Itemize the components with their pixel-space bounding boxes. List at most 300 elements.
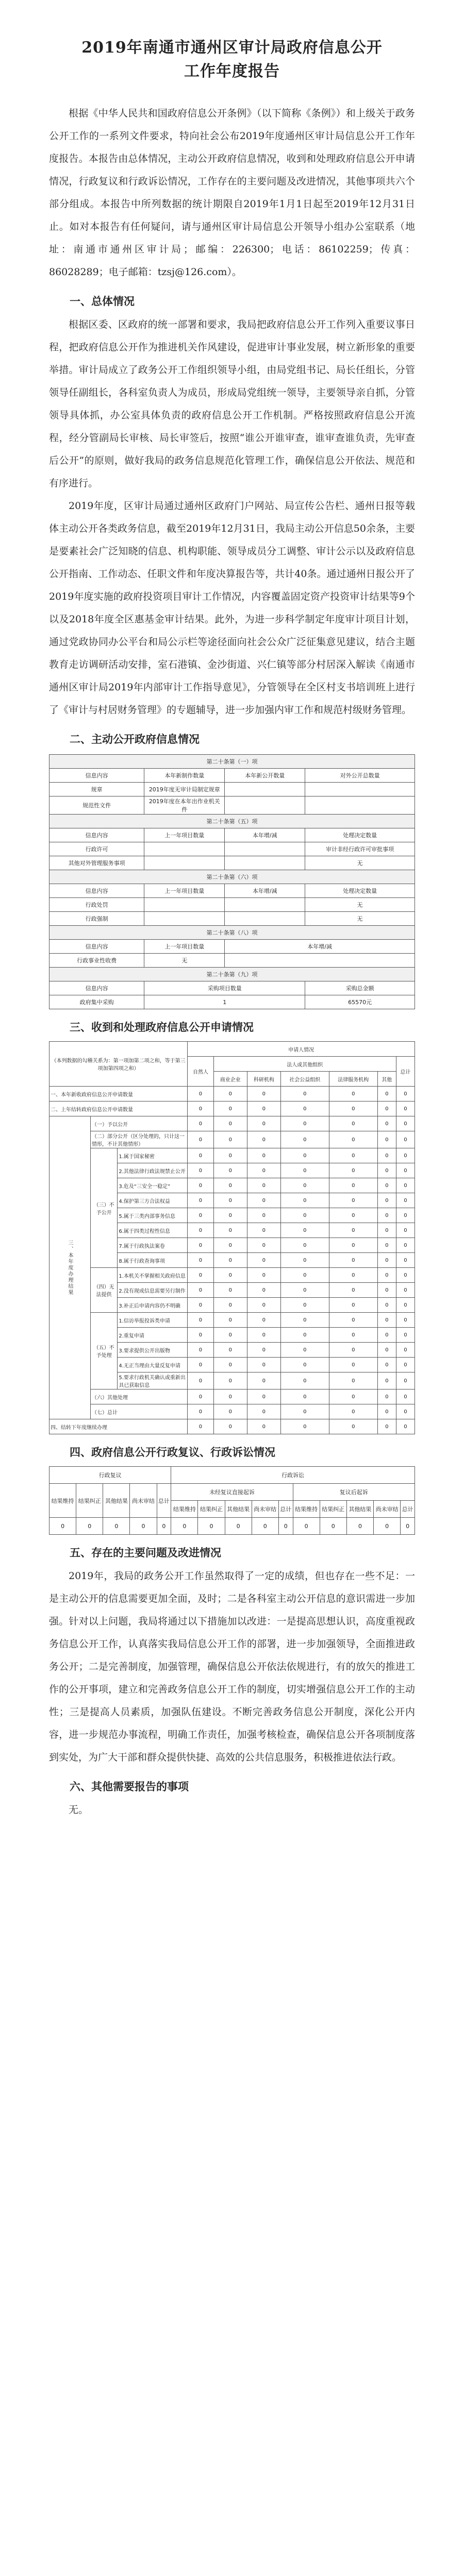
table-cell: 0 [247, 1268, 280, 1283]
table-header: 科研机构 [247, 1072, 280, 1087]
section-1-paragraph-1: 根据区委、区政府的统一部署和要求，我局把政府信息公开工作列入重要议事日程，把政府信息公开作为推进机关作风建设，促进审计事业发展，树立新形象的重要举措。审计局成立了政务公开工作组织领导小组，由局党组书记、局长任组长，分管领导任副组长，各科室负责人为成员，形成局党组统一领导，主要领导亲自抓，分管领导具体抓，办公室具体负责的政府信息公开工作机制。严格按照政府信息公开流程，经分管副局长审核、局长审签后，按照“谁公开谁审查，谁审查谁负责，先审查后公开”的原则，做好我局的政务信息规范化管理工作，确保信息公开依法、规范和有序进行。 [49, 319, 415, 489]
table-cell: 0 [213, 1253, 247, 1268]
title-line-2: 工作年度报告 [184, 62, 280, 80]
table-cell: 0 [377, 1223, 396, 1238]
table-cell: 行政强制 [49, 912, 144, 926]
table-cell: 0 [247, 1178, 280, 1193]
table-cell: 0 [278, 1518, 293, 1535]
section-6-paragraph: 无。 [69, 1804, 89, 1816]
table-cell: 0 [377, 1328, 396, 1343]
table-header: 结果纠正 [320, 1501, 346, 1518]
table-header: 本年增/减 [225, 940, 415, 954]
table-cell: 0 [280, 1372, 329, 1389]
table-header: 总计 [396, 1057, 415, 1087]
table-cell: 0 [329, 1238, 377, 1253]
table-cell: 0 [247, 1193, 280, 1208]
table-cell: 0 [329, 1101, 377, 1116]
table-header: 总计 [401, 1501, 415, 1518]
table-cell: 2019年度在本年出作业机关件 [144, 796, 225, 815]
table-cell: 0 [188, 1389, 214, 1404]
table-cell: 0 [188, 1404, 214, 1419]
table-cell: 0 [329, 1268, 377, 1283]
table-cell: 规章 [49, 783, 144, 796]
table-cell [225, 842, 305, 856]
table-cell: 0 [247, 1116, 280, 1131]
table-cell: 0 [188, 1208, 214, 1223]
section-6-heading: 六、其他需要报告的事项 [70, 1781, 189, 1793]
table-cell: 0 [396, 1389, 415, 1404]
table-cell: 0 [247, 1101, 280, 1116]
table-row [49, 1087, 415, 1101]
table-cell: 0 [171, 1518, 198, 1535]
table-cell: 0 [329, 1283, 377, 1298]
table-cell: 1.属于国家秘密 [118, 1148, 188, 1163]
table-cell: 0 [329, 1343, 377, 1358]
table-cell: 0 [280, 1131, 329, 1148]
table-cell: 0 [213, 1328, 247, 1343]
table-cell: 0 [188, 1298, 214, 1313]
table-row [49, 1131, 415, 1148]
table-header: 本年新公开数量 [225, 769, 305, 783]
table-cell: 0 [280, 1283, 329, 1298]
table-header: 行政复议 [49, 1467, 171, 1484]
table-cell: 0 [329, 1298, 377, 1313]
table-cell: 0 [247, 1087, 280, 1101]
table-cell: 0 [280, 1253, 329, 1268]
table-cell [305, 796, 415, 815]
table-cell: 7.属于行政执法案卷 [118, 1238, 188, 1253]
table-cell: 0 [247, 1419, 280, 1434]
section-5-paragraph: 2019年，我局的政务公开工作虽然取得了一定的成绩，但也存在一些不足：一是主动公开的信息需要更加全面，及时；二是各科室主动公开信息的意识需进一步加强。针对以上问题，我局将通过以下措施加以改进：一是提高思想认识，高度重视政务信息公开工作，认真落实我局信息公开工作的部署，进一步加强领导，全面推进政务公开；二是完善制度，加强管理，确保信息公开依法依规进行，有的放矢的推进工作的公开事项，建立和完善政务信息公开工作的制度，切实增强信息公开工作的主动性；三是提高人员素质，加强队伍建设。不断完善政务信息公开制度，深化公开内容，进一步规范办事流程，明确工作责任，加强考核检查，确保信息公开各项制度落到实处，为广大干部和群众提供快捷、高效的公共信息服务，积极推进依法行政。 [49, 1570, 415, 1763]
table-cell [225, 783, 305, 796]
table-cell [225, 954, 415, 968]
table-cell: 0 [396, 1313, 415, 1328]
table-cell [305, 783, 415, 796]
table-cell [225, 912, 305, 926]
table-header: 信息内容 [49, 981, 144, 995]
table-cell: 0 [213, 1238, 247, 1253]
table-header: 结果维持 [293, 1501, 320, 1518]
table-cell: 行政处罚 [49, 898, 144, 912]
table-cell: 其他对外管理服务事项 [49, 856, 144, 870]
table-group-header: 第二十条第（五）项 [49, 815, 415, 828]
table-cell: 1 [144, 995, 305, 1009]
title-line-1: 2019年南通市通州区审计局政府信息公开 [81, 39, 383, 57]
table-cell: 0 [247, 1372, 280, 1389]
table-cell: 0 [213, 1358, 247, 1372]
table-group-header: 第二十条第（八）项 [49, 926, 415, 940]
table-cell: 0 [329, 1328, 377, 1343]
section-5-heading: 五、存在的主要问题及改进情况 [70, 1547, 221, 1559]
table-cell: 0 [247, 1404, 280, 1419]
table-cell: 0 [188, 1148, 214, 1163]
table-cell: 0 [396, 1208, 415, 1223]
table-cell: 0 [396, 1358, 415, 1372]
table-cell: 一、本年新收政府信息公开申请数量 [49, 1087, 188, 1101]
table-cell: 0 [247, 1328, 280, 1343]
table-cell: 0 [213, 1163, 247, 1178]
table-cell: 0 [247, 1223, 280, 1238]
table-cell: 2.重复申请 [118, 1328, 188, 1343]
table-cell: 0 [329, 1358, 377, 1372]
table-cell: 0 [377, 1193, 396, 1208]
table-header: 上一年项目数量 [144, 940, 225, 954]
table-cell: 3.危及“三安全一稳定” [118, 1178, 188, 1193]
table-cell: 0 [188, 1268, 214, 1283]
table-cell: 0 [377, 1178, 396, 1193]
table-cell: 0 [280, 1223, 329, 1238]
table-cell: 0 [280, 1268, 329, 1283]
table-header: 信息内容 [49, 828, 144, 842]
section-2-heading: 二、主动公开政府信息情况 [70, 733, 200, 745]
table-cell: 0 [377, 1148, 396, 1163]
table-cell: 0 [280, 1328, 329, 1343]
table-cell: 规范性文件 [49, 796, 144, 815]
proactive-disclosure-table [49, 754, 415, 1009]
table-cell [225, 856, 305, 870]
table-cell: 0 [396, 1087, 415, 1101]
table-cell: （二）部分公开（区分处理的，只计这一情形，不计其他情形） [91, 1131, 188, 1148]
table-cell: 0 [76, 1518, 103, 1535]
table-cell: 四、结转下年度继续办理 [49, 1419, 188, 1434]
table-cell: 行政许可 [49, 842, 144, 856]
table-cell: 0 [247, 1389, 280, 1404]
table-cell: 8.属于行政查询事项 [118, 1253, 188, 1268]
table-header: 总计 [278, 1501, 293, 1518]
table-cell: 0 [188, 1087, 214, 1101]
table-cell: 0 [213, 1298, 247, 1313]
table-cell: 0 [377, 1268, 396, 1283]
table-cell: 0 [377, 1087, 396, 1101]
table-cell: 0 [157, 1518, 171, 1535]
table-cell: 0 [247, 1238, 280, 1253]
table-cell: 0 [247, 1148, 280, 1163]
table-cell: 0 [396, 1163, 415, 1178]
table-cell: 0 [280, 1087, 329, 1101]
table-cell: （五）不予处理 [91, 1313, 118, 1389]
table-header: 结果维持 [49, 1484, 76, 1518]
table-cell: 0 [329, 1116, 377, 1131]
section-4-heading: 四、政府信息公开行政复议、行政诉讼情况 [70, 1446, 275, 1459]
table-cell: 0 [377, 1253, 396, 1268]
table-cell: 三、本年度办理结果 [49, 1116, 91, 1419]
table-cell: 0 [247, 1358, 280, 1372]
table-row [49, 1404, 415, 1419]
table-group-header: 第二十条第（一）项 [49, 755, 415, 769]
table-cell: 二、上年结转政府信息公开申请数量 [49, 1101, 188, 1116]
table-header: 尚未审结 [130, 1484, 157, 1518]
table-cell: 行政事业性收费 [49, 954, 144, 968]
table-header: 对外公开总数量 [305, 769, 415, 783]
table-cell: 6.属于四类过程性信息 [118, 1223, 188, 1238]
table-cell: 0 [247, 1313, 280, 1328]
table-cell: 0 [329, 1313, 377, 1328]
table-cell: 0 [247, 1253, 280, 1268]
table-cell: 0 [396, 1343, 415, 1358]
table-cell: 0 [396, 1268, 415, 1283]
table-cell: 5.属于三类内部事务信息 [118, 1208, 188, 1223]
table-cell: 0 [213, 1389, 247, 1404]
table-cell: 0 [225, 1518, 252, 1535]
table-cell: 0 [329, 1253, 377, 1268]
table-header: 法人或其他组织 [213, 1057, 396, 1072]
table-row [49, 1389, 415, 1404]
table-header: 复议后起诉 [293, 1484, 415, 1501]
table-cell: 0 [188, 1253, 214, 1268]
table-cell: 0 [329, 1178, 377, 1193]
section-1-heading: 一、总体情况 [70, 295, 135, 308]
table-cell: 0 [280, 1208, 329, 1223]
table-header: 行政诉讼 [171, 1467, 415, 1484]
table-header: 其他结果 [225, 1501, 252, 1518]
table-header: 处理决定数量 [305, 828, 415, 842]
table-cell: 0 [213, 1313, 247, 1328]
table-cell [144, 842, 225, 856]
table-cell: 0 [396, 1223, 415, 1238]
table-cell [225, 796, 305, 815]
table-cell: 0 [213, 1101, 247, 1116]
table-cell: 0 [213, 1116, 247, 1131]
section-1-paragraph-2: 2019年度，区审计局通过通州区政府门户网站、局宣传公告栏、通州日报等载体主动公开各类政务信息，截至2019年12月31日，我局主动公开信息50余条，主要是要素社会广泛知晓的信息、机构职能、领导成员分工调整、审计公示以及政府信息公开指南、工作动态、任职文件和年度决算报告等，共计40条。通过通州日报公开了2019年度实施的政府投资项目审计工作情况，内容覆盖固定资产投资审计结果等9个以及2018年度全区惠基金审计结果。此外，为进一步科学制定年度审计项目计划，通过党政协同办公平台和局公示栏等途径面向社会公众广泛征集意见建议，结合主题教育走访调研活动安排，室石港镇、金沙街道、兴仁镇等部分村居深入解读《南通市通州区审计局2019年内部审计工作指导意见》，分管领导在全区村支书培训班上进行了《审计与村居财务管理》的专题辅导，进一步加强内审工作和规范村级财务管理。 [49, 500, 415, 716]
table-cell: 0 [188, 1116, 214, 1131]
table-cell: 0 [377, 1163, 396, 1178]
table-cell: 0 [329, 1419, 377, 1434]
table-cell: 0 [247, 1131, 280, 1148]
table-cell: 0 [377, 1372, 396, 1389]
table-cell: 0 [377, 1343, 396, 1358]
table-header: 处理决定数量 [305, 884, 415, 898]
table-cell: （一）予以公开 [91, 1116, 188, 1131]
table-cell: 0 [377, 1298, 396, 1313]
table-cell: 0 [188, 1419, 214, 1434]
table-row [49, 1116, 415, 1131]
table-cell: 0 [396, 1283, 415, 1298]
table-cell: 0 [280, 1178, 329, 1193]
table-cell: 0 [213, 1223, 247, 1238]
table-row [49, 1101, 415, 1116]
table-header: 结果维持 [171, 1501, 198, 1518]
table-cell: 0 [396, 1131, 415, 1148]
table-header: 采购项目数量 [144, 981, 305, 995]
table-cell: 0 [346, 1518, 373, 1535]
table-cell: 0 [377, 1419, 396, 1434]
table-cell: 0 [188, 1131, 214, 1148]
table-cell: 0 [188, 1358, 214, 1372]
table-cell: 0 [396, 1178, 415, 1193]
table-cell: 0 [329, 1131, 377, 1148]
table-cell: 0 [377, 1101, 396, 1116]
intro-paragraph: 根据《中华人民共和国政府信息公开条例》（以下简称《条例》）和上级关于政务公开工作的一系列文件要求，特向社会公布2019年度通州区审计局信息公开工作年度报告。本报告由总体情况，主动公开政府信息情况，收到和处理政府信息公开申请情况，行政复议和行政诉讼情况，工作存在的主要问题及改进情况，其他事项共六个部分组成。本报告中所列数据的统计期限自2019年1月1日起至2019年12月31日止。如对本报告有任何疑问，请与通州区审计局信息公开领导小组办公室联系（地址：南通市通州区审计局；邮编：226300；电话：86102259；传真：86028289；电子邮箱：tzsj@126.com）。 [49, 108, 415, 278]
table-cell: 0 [188, 1193, 214, 1208]
table-cell: 0 [293, 1518, 320, 1535]
report-title [49, 36, 415, 83]
table-cell: 0 [198, 1518, 225, 1535]
table-cell: 0 [280, 1298, 329, 1313]
table-cell: 0 [396, 1298, 415, 1313]
table-header: 其他结果 [346, 1501, 373, 1518]
table-cell: 0 [247, 1298, 280, 1313]
table-header: 结果纠正 [76, 1484, 103, 1518]
table-cell: 0 [374, 1518, 401, 1535]
table-cell: 0 [280, 1313, 329, 1328]
table-cell: 0 [396, 1253, 415, 1268]
table-cell: 0 [396, 1372, 415, 1389]
review-litigation-table [49, 1466, 415, 1535]
table-cell: 0 [280, 1116, 329, 1131]
table-row [49, 1148, 415, 1163]
table-row [49, 1313, 415, 1328]
table-cell: 65570元 [305, 995, 415, 1009]
table-header: 申请人情况 [188, 1042, 415, 1057]
table-cell: 0 [280, 1419, 329, 1434]
table-cell: 4.保护第三方合法权益 [118, 1193, 188, 1208]
table-cell: 无 [305, 898, 415, 912]
table-cell: 0 [396, 1419, 415, 1434]
table-header: 总计 [157, 1484, 171, 1518]
table-header: 上一年项目数量 [144, 884, 225, 898]
table-cell: 0 [188, 1372, 214, 1389]
table-cell: 0 [213, 1372, 247, 1389]
table-cell: 0 [247, 1343, 280, 1358]
table-cell: 0 [396, 1404, 415, 1419]
table-cell: 0 [396, 1148, 415, 1163]
table-cell: 0 [213, 1087, 247, 1101]
table-cell: 1.本机关不掌握相关政府信息 [118, 1268, 188, 1283]
table-cell: 0 [188, 1343, 214, 1358]
table-cell: 4.无正当理由大量反复申请 [118, 1358, 188, 1372]
table-group-header: 第二十条第（六）项 [49, 870, 415, 884]
table-cell: 0 [396, 1328, 415, 1343]
table-row [49, 1268, 415, 1283]
table-cell: 0 [130, 1518, 157, 1535]
table-header: 尚未审结 [374, 1501, 401, 1518]
table-cell: 0 [329, 1087, 377, 1101]
table-cell: 0 [213, 1193, 247, 1208]
table-cell: 0 [280, 1101, 329, 1116]
table-cell: 0 [377, 1131, 396, 1148]
table-cell: 0 [280, 1163, 329, 1178]
table-header: 本年新制作数量 [144, 769, 225, 783]
table-cell: 0 [280, 1193, 329, 1208]
table-cell: 0 [252, 1518, 278, 1535]
table-cell: 0 [377, 1283, 396, 1298]
table-cell: 0 [329, 1148, 377, 1163]
table-cell: 2.没有现成信息需要另行制作 [118, 1283, 188, 1298]
table-header: 信息内容 [49, 884, 144, 898]
table-cell: 0 [280, 1148, 329, 1163]
table-row [49, 1419, 415, 1434]
table-cell: 0 [103, 1518, 130, 1535]
table-cell: 5.要求行政机关确认或重新出具已获取信息 [118, 1372, 188, 1389]
table-cell: 0 [401, 1518, 415, 1535]
table-cell: （三）不予公开 [91, 1148, 118, 1268]
table-row [49, 1518, 415, 1535]
table-cell: 0 [213, 1268, 247, 1283]
table-cell: 2019年度无审计局制定规章 [144, 783, 225, 796]
application-handling-table [49, 1041, 415, 1434]
table-cell: 0 [213, 1148, 247, 1163]
table-cell: 0 [213, 1283, 247, 1298]
table-cell: 0 [396, 1193, 415, 1208]
table-cell: 0 [377, 1313, 396, 1328]
table-cell [225, 898, 305, 912]
table-cell: （七）总计 [91, 1404, 188, 1419]
table-header: 信息内容 [49, 769, 144, 783]
table-cell: （六）其他处理 [91, 1389, 188, 1404]
table-cell: 0 [377, 1358, 396, 1372]
table-cell: 0 [213, 1131, 247, 1148]
table-cell: 3.要求提供公开出版物 [118, 1343, 188, 1358]
table-cell: 0 [247, 1163, 280, 1178]
table-cell: 0 [329, 1163, 377, 1178]
table-cell: 0 [377, 1116, 396, 1131]
table-header: 其他结果 [103, 1484, 130, 1518]
table-header: 其他 [377, 1072, 396, 1087]
table-cell: 0 [396, 1101, 415, 1116]
table-header: 未经复议直接起诉 [171, 1484, 293, 1501]
table-cell: 0 [188, 1238, 214, 1253]
table-header: 商业企业 [213, 1072, 247, 1087]
table-cell: 0 [329, 1389, 377, 1404]
section-3-heading: 三、收到和处理政府信息公开申请情况 [70, 1021, 254, 1033]
table-group-header: 第二十条第（九）项 [49, 968, 415, 981]
table-cell: 0 [247, 1283, 280, 1298]
table-cell: 0 [188, 1101, 214, 1116]
application-table-body [49, 1087, 415, 1434]
table-cell: 0 [396, 1116, 415, 1131]
table-cell: 0 [320, 1518, 346, 1535]
table-cell: 0 [329, 1208, 377, 1223]
table-cell: 0 [280, 1404, 329, 1419]
table-cell: 0 [329, 1372, 377, 1389]
table-cell [144, 856, 225, 870]
table-cell: 0 [329, 1193, 377, 1208]
table-cell: 0 [213, 1404, 247, 1419]
table-cell: 0 [188, 1163, 214, 1178]
table-cell: 0 [377, 1238, 396, 1253]
table-cell: 无 [305, 912, 415, 926]
table-cell: 0 [280, 1343, 329, 1358]
table-cell: 0 [213, 1178, 247, 1193]
table-cell: 政府集中采购 [49, 995, 144, 1009]
table-cell: （四）无法提供 [91, 1268, 118, 1313]
table-cell: 2.其他法律行政法规禁止公开 [118, 1163, 188, 1178]
table-header: 社会公益组织 [280, 1072, 329, 1087]
table-cell: 0 [213, 1419, 247, 1434]
table-cell: 无 [305, 856, 415, 870]
table-cell: 0 [188, 1328, 214, 1343]
table-cell: 0 [188, 1313, 214, 1328]
table-header: 信息内容 [49, 940, 144, 954]
table-cell: 0 [280, 1238, 329, 1253]
table-cell: 0 [188, 1283, 214, 1298]
table-cell: 0 [329, 1223, 377, 1238]
table-cell: 0 [213, 1208, 247, 1223]
table-header: 法律服务机构 [329, 1072, 377, 1087]
table-cell: 0 [213, 1343, 247, 1358]
table-header: 本年增/减 [225, 828, 305, 842]
table-cell: 0 [280, 1389, 329, 1404]
table-header: （本列数据的勾稽关系为：第一项加第二项之和，等于第三项加第四项之和） [49, 1042, 188, 1087]
table-cell: 1.信访举报投诉类申请 [118, 1313, 188, 1328]
table-cell: 0 [377, 1208, 396, 1223]
table-cell: 3.补正后申请内容仍不明确 [118, 1298, 188, 1313]
table-cell: 0 [329, 1404, 377, 1419]
table-header: 自然人 [188, 1057, 214, 1087]
table-header: 尚未审结 [252, 1501, 278, 1518]
table-cell: 0 [377, 1404, 396, 1419]
table-cell: 0 [280, 1358, 329, 1372]
